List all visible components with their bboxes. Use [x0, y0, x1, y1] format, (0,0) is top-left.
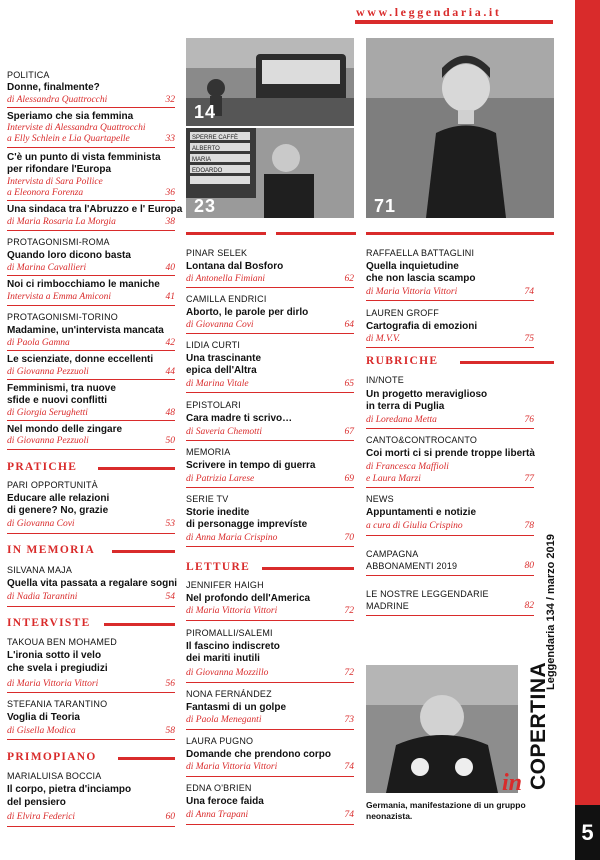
entry-title[interactable]: Storie inedite: [186, 507, 250, 518]
site-url[interactable]: www.leggendaria.it: [356, 5, 502, 19]
entry-author: di Paola Gamna: [7, 338, 70, 348]
photo-banner-text: MARIA: [192, 157, 212, 163]
entry-title[interactable]: Cara madre ti scrivo…: [186, 413, 293, 424]
entry-title[interactable]: Un progetto meraviglioso: [366, 389, 488, 400]
entry-page[interactable]: 41: [165, 292, 175, 302]
divider: [186, 729, 354, 730]
entry-author: di Maria Rosaria La Morgia: [7, 217, 116, 227]
entry-page[interactable]: 65: [344, 379, 354, 389]
photo-bar-1: [186, 232, 266, 235]
entry-page[interactable]: 33: [165, 134, 175, 144]
divider: [366, 487, 534, 488]
photo-bar-2: [276, 232, 356, 235]
divider: [7, 379, 175, 380]
entry-author: di Marina Cavallieri: [7, 263, 87, 273]
entry-page[interactable]: 32: [165, 95, 175, 105]
divider: [7, 350, 175, 351]
entry-page[interactable]: 73: [344, 715, 354, 725]
entry-title[interactable]: di genere? No, grazie: [7, 505, 109, 516]
heading-interviste: INTERVISTE: [7, 617, 91, 629]
entry-title[interactable]: Madamine, un'intervista mancata: [7, 325, 164, 336]
section-label: JENNIFER HAIGH: [186, 580, 264, 590]
divider: [366, 535, 534, 536]
divider: [366, 300, 534, 301]
entry-title[interactable]: Noi ci rimbocchiamo le maniche: [7, 279, 160, 290]
entry-title[interactable]: Speriamo che sia femmina: [7, 111, 134, 122]
section-pari: PARI OPPORTUNITÀ: [7, 480, 98, 490]
section-campagna-2[interactable]: ABBONAMENTI 2019: [366, 561, 458, 571]
entry-page[interactable]: 72: [344, 606, 354, 616]
entry-page[interactable]: 74: [344, 762, 354, 772]
entry-author: di Maria Vittoria Vittori: [186, 762, 278, 772]
divider: [7, 200, 175, 201]
entry-title[interactable]: Appuntamenti e notizie: [366, 507, 476, 518]
entry-page[interactable]: 54: [165, 592, 175, 602]
cover-photo: [366, 665, 518, 793]
divider: [186, 824, 354, 825]
entry-page[interactable]: 62: [344, 274, 354, 284]
entry-title[interactable]: Il fascino indiscreto: [186, 641, 280, 652]
entry-author: di Francesca Maffioli: [366, 462, 449, 472]
photo-woman: [366, 38, 554, 218]
entry-page[interactable]: 75: [524, 334, 534, 344]
heading-pratiche: PRATICHE: [7, 461, 78, 473]
entry-title[interactable]: epica dell'Altra: [186, 365, 257, 376]
entry-title[interactable]: Aborto, le parole per dirlo: [186, 307, 309, 318]
entry-author: di Giovanna Pezzuoli: [7, 436, 89, 446]
heading-bar: [104, 623, 175, 626]
section-campagna[interactable]: CAMPAGNA: [366, 549, 419, 559]
divider: [7, 533, 175, 534]
divider: [7, 230, 175, 231]
copertina-label: COPERTINA: [527, 661, 550, 790]
entry-title[interactable]: Quella inquietudine: [366, 261, 459, 272]
entry-title[interactable]: Una feroce faida: [186, 796, 264, 807]
heading-rubriche: RUBRICHE: [366, 355, 439, 367]
entry-author: di Elvira Federici: [7, 812, 76, 822]
divider: [7, 107, 175, 108]
entry-title[interactable]: dei mariti inutili: [186, 653, 260, 664]
entry-page[interactable]: 58: [165, 726, 175, 736]
section-label: NEWS: [366, 494, 394, 504]
entry-author: di Giovanna Mozzillo: [186, 668, 269, 678]
section-label: LAUREN GROFF: [366, 308, 439, 318]
entry-page[interactable]: 60: [165, 812, 175, 822]
entry-page[interactable]: 50: [165, 436, 175, 446]
photo-banner-text: SPERRE CAFFÈ: [192, 135, 239, 141]
entry-page[interactable]: 38: [165, 217, 175, 227]
section-madrine[interactable]: LE NOSTRE LEGGENDARIE: [366, 589, 489, 599]
entry-title[interactable]: Scrivere in tempo di guerra: [186, 460, 316, 471]
entry-author: di Gisella Modica: [7, 726, 76, 736]
section-label: EPISTOLARI: [186, 400, 241, 410]
divider: [7, 739, 175, 740]
entry-author: di M.V.V.: [366, 334, 400, 344]
entry-author: di Giovanna Pezzuoli: [7, 367, 89, 377]
entry-title[interactable]: Una trascinante: [186, 353, 262, 364]
divider: [186, 487, 354, 488]
in-label: in: [502, 770, 523, 796]
entry-page[interactable]: 44: [165, 367, 175, 377]
divider: [186, 287, 354, 288]
entry-page[interactable]: 64: [344, 320, 354, 330]
header-bar: [355, 20, 553, 24]
section-politica: POLITICA: [7, 70, 50, 80]
photo-number-71: 71: [374, 196, 397, 216]
entry-page[interactable]: 76: [524, 415, 534, 425]
entry-title[interactable]: del pensiero: [7, 797, 66, 808]
section-label: PINAR SELEK: [186, 248, 248, 258]
divider: [186, 333, 354, 334]
entry-title[interactable]: Quando loro dicono basta: [7, 250, 131, 261]
heading-memoria: IN MEMORIA: [7, 544, 96, 556]
entry-author: di Maria Vittoria Vittori: [186, 606, 278, 616]
heading-bar: [262, 567, 354, 570]
entry-author: di Patrizia Larese: [186, 474, 255, 484]
heading-bar: [460, 361, 554, 364]
entry-page[interactable]: 48: [165, 408, 175, 418]
entry-page[interactable]: 69: [344, 474, 354, 484]
entry-title[interactable]: Nel profondo dell'America: [186, 593, 311, 604]
divider: [186, 392, 354, 393]
entry-author: di Anna Maria Crispino: [186, 533, 278, 543]
section-label: NONA FERNÁNDEZ: [186, 689, 272, 699]
section-label: CAMILLA ENDRICI: [186, 294, 267, 304]
entry-author: di Marina Vitale: [186, 379, 249, 389]
entry-author: di Antonella Fimiani: [186, 274, 265, 284]
entry-title[interactable]: Domande che prendono corpo: [186, 749, 332, 760]
section-label: CANTO&CONTROCANTO: [366, 435, 478, 445]
entry-title[interactable]: Il corpo, pietra d'inciampo: [7, 784, 132, 795]
entry-page[interactable]: 53: [165, 519, 175, 529]
entry-page[interactable]: 82: [524, 601, 534, 611]
photo-number-23: 23: [194, 196, 217, 216]
photo-number-14: 14: [194, 102, 217, 122]
section-label: PIROMALLI/SALEMI: [186, 628, 273, 638]
entry-page[interactable]: 67: [344, 427, 354, 437]
entry-author: di Loredana Metta: [366, 415, 437, 425]
entry-author: Intervista di Sara Pollice: [7, 177, 103, 187]
entry-author: di Nadia Tarantini: [7, 592, 78, 602]
heading-bar: [98, 467, 175, 470]
divider: [366, 615, 534, 616]
entry-title[interactable]: Nel mondo delle zingare: [7, 424, 123, 435]
entry-page[interactable]: 70: [344, 533, 354, 543]
entry-title[interactable]: Educare alle relazioni: [7, 493, 110, 504]
entry-title[interactable]: Quella vita passata a regalare sogni: [7, 578, 178, 589]
entry-title[interactable]: Una sindaca tra l'Abruzzo e l' Europa: [7, 204, 183, 215]
divider: [186, 546, 354, 547]
entry-title[interactable]: Cartografia di emozioni: [366, 321, 478, 332]
section-boccia: MARIALUISA BOCCIA: [7, 771, 102, 781]
entry-title[interactable]: di personagge imprevíste: [186, 519, 308, 530]
entry-title[interactable]: Femminismi, tra nuove: [7, 383, 116, 394]
entry-author: Intervista a Emma Amiconi: [7, 292, 112, 302]
entry-title[interactable]: Le scienziate, donne eccellenti: [7, 354, 154, 365]
divider: [7, 305, 175, 306]
divider: [7, 692, 175, 693]
entry-title[interactable]: in terra di Puglia: [366, 401, 445, 412]
section-torino: PROTAGONISMI-TORINO: [7, 312, 118, 322]
entry-title[interactable]: L'ironia sotto il velo: [7, 650, 102, 661]
divider: [7, 606, 175, 607]
page-number: 5: [575, 805, 600, 860]
heading-bar: [118, 757, 175, 760]
section-label: RAFFAELLA BATTAGLINI: [366, 248, 475, 258]
heading-bar: [112, 550, 175, 553]
entry-title[interactable]: Coi morti ci si prende troppe libertà: [366, 448, 535, 459]
entry-title[interactable]: C'è un punto di vista femminista: [7, 152, 161, 163]
section-madrine-2[interactable]: MADRINE: [366, 601, 409, 611]
photo-man: [186, 128, 354, 218]
entry-page[interactable]: 40: [165, 263, 175, 273]
entry-title[interactable]: Lontana dal Bosforo: [186, 261, 284, 272]
entry-author: di Giovanna Covi: [186, 320, 254, 330]
divider: [366, 575, 534, 576]
section-label: LAURA PUGNO: [186, 736, 254, 746]
entry-title[interactable]: Donne, finalmente?: [7, 82, 100, 93]
issue-label: Leggendaria 134 / marzo 2019: [545, 534, 557, 690]
section-label: SERIE TV: [186, 494, 229, 504]
photo-bar-3: [366, 232, 554, 235]
section-label: MEMORIA: [186, 447, 231, 457]
section-label: LIDIA CURTI: [186, 340, 241, 350]
entry-title[interactable]: Voglia di Teoria: [7, 712, 80, 723]
entry-title[interactable]: che non lascia scampo: [366, 273, 476, 284]
entry-page[interactable]: 77: [524, 474, 534, 484]
entry-page[interactable]: 42: [165, 338, 175, 348]
section-roma: PROTAGONISMI-ROMA: [7, 237, 110, 247]
entry-author: di Paola Meneganti: [186, 715, 262, 725]
divider: [7, 147, 175, 148]
entry-author: di Saveria Chemotti: [186, 427, 262, 437]
divider: [186, 682, 354, 683]
entry-page[interactable]: 36: [165, 188, 175, 198]
entry-author: e Laura Marzi: [366, 474, 421, 484]
photo-woman-image: [366, 38, 554, 218]
entry-page[interactable]: 74: [344, 810, 354, 820]
entry-page[interactable]: 80: [524, 561, 534, 571]
divider: [186, 620, 354, 621]
divider: [186, 776, 354, 777]
photo-bus: [186, 38, 354, 126]
section-stefania: STEFANIA TARANTINO: [7, 699, 108, 709]
entry-author: di Giorgia Serughetti: [7, 408, 88, 418]
photo-banner-text: EDOARDO: [192, 168, 223, 174]
entry-author: Interviste di Alessandra Quattrocchi: [7, 123, 146, 133]
entry-page[interactable]: 72: [344, 668, 354, 678]
divider: [7, 826, 175, 827]
heading-letture: LETTURE: [186, 561, 251, 573]
section-silvana: SILVANA MAJA: [7, 565, 73, 575]
section-label: IN/NOTE: [366, 375, 404, 385]
cover-photo-image: [366, 665, 518, 793]
divider: [366, 347, 534, 348]
section-takoua: TAKOUA BEN MOHAMED: [7, 637, 117, 647]
divider: [7, 449, 175, 450]
divider: [366, 428, 534, 429]
entry-author: di Anna Trapani: [186, 810, 249, 820]
entry-author: di Giovanna Covi: [7, 519, 75, 529]
entry-title[interactable]: Fantasmi di un golpe: [186, 702, 287, 713]
entry-title[interactable]: sfide e nuovi conflitti: [7, 395, 108, 406]
entry-page[interactable]: 56: [165, 679, 175, 689]
heading-primopiano: PRIMOPIANO: [7, 751, 97, 763]
divider: [7, 275, 175, 276]
entry-page[interactable]: 74: [524, 287, 534, 297]
divider: [186, 440, 354, 441]
entry-title[interactable]: che svela i pregiudizi: [7, 663, 108, 674]
divider: [7, 420, 175, 421]
entry-author: di Alessandra Quattrocchi: [7, 95, 108, 105]
cover-caption: Germania, manifestazione di un gruppo neonazista.: [366, 800, 526, 821]
photo-banner-text: ALBERTO: [192, 146, 220, 152]
section-label: EDNA O'BRIEN: [186, 783, 252, 793]
entry-title[interactable]: per rifondare l'Europa: [7, 164, 112, 175]
entry-author: a Elly Schlein e Lia Quartapelle: [7, 134, 130, 144]
entry-page[interactable]: 78: [524, 521, 534, 531]
entry-author: a cura di Giulia Crispino: [366, 521, 463, 531]
entry-author: di Maria Vittoria Vittori: [7, 679, 99, 689]
entry-author: di Maria Vittoria Vittori: [366, 287, 458, 297]
entry-author: a Eleonora Forenza: [7, 188, 84, 198]
right-strip: [575, 0, 600, 860]
